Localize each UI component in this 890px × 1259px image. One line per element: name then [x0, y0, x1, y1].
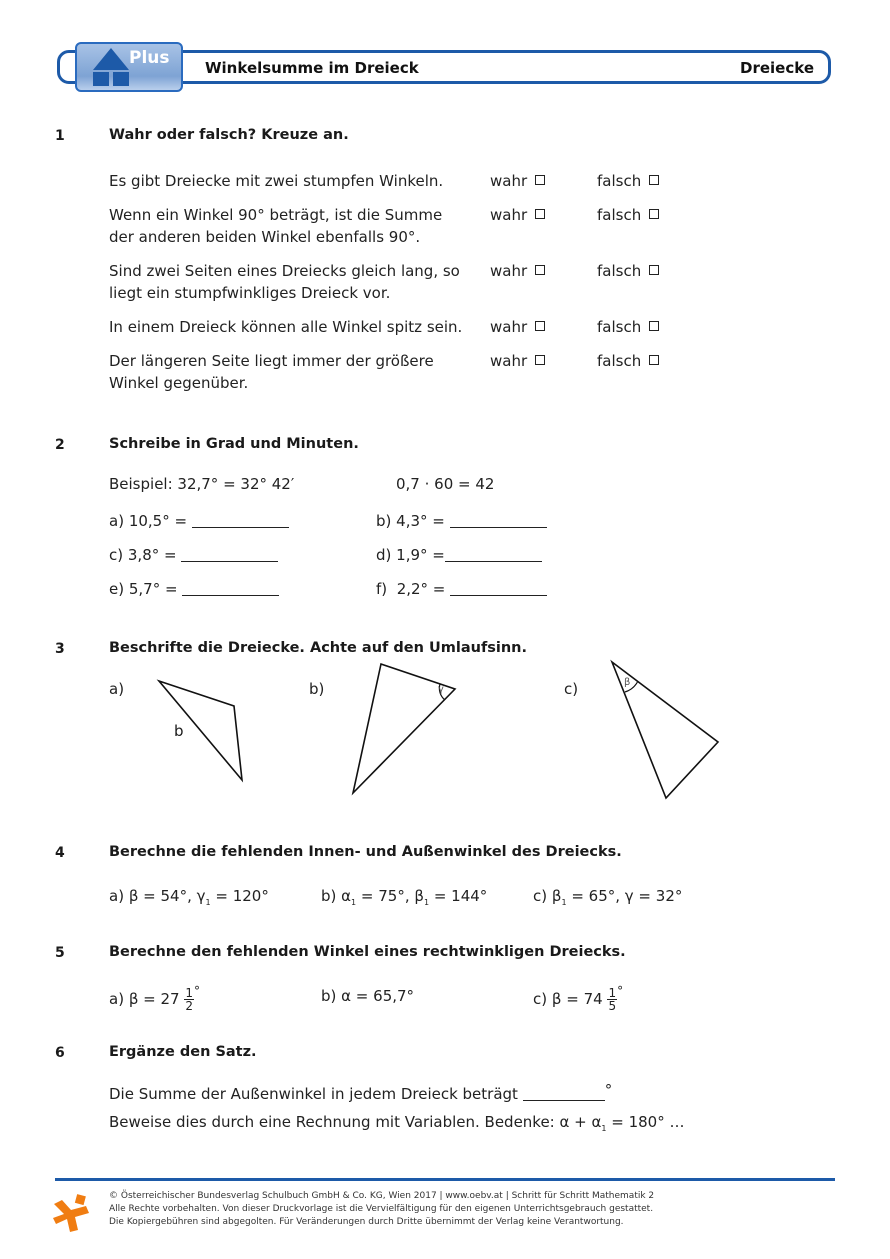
wahr-label: wahr: [490, 172, 528, 190]
statement-text: Es gibt Dreiecke mit zwei stumpfen Winkeln.: [109, 172, 444, 190]
falsch-label: falsch: [597, 318, 642, 336]
exercise-4c: [533, 885, 682, 914]
task-2-number: 2: [55, 437, 65, 453]
fraction: [607, 987, 617, 1012]
expr-part: β = 54°, γ: [128, 887, 206, 905]
example-calc: 0,7 · 60 = 42: [396, 475, 495, 493]
item-expr: α = 65,7°: [341, 987, 415, 1005]
item-label: a): [109, 990, 125, 1008]
item-label: b): [321, 987, 337, 1005]
statement-text: In einem Dreieck können alle Winkel spitz sein.: [109, 318, 463, 336]
topic-label: Dreiecke: [740, 59, 814, 77]
item-expr: β = 74: [551, 990, 603, 1008]
sentence: [109, 1079, 612, 1105]
exercise-5a: [109, 980, 200, 1012]
answer-blank[interactable]: [523, 1086, 605, 1101]
task-1-title: Wahr oder falsch? Kreuze an.: [109, 127, 349, 143]
badge-label: Plus: [129, 48, 170, 68]
denominator: 5: [608, 999, 617, 1013]
item-expr: 10,5° =: [128, 512, 188, 530]
subscript: 1: [205, 898, 211, 907]
task-6-number: 6: [55, 1045, 65, 1061]
task-5-title: Berechne den fehlenden Winkel eines rechtwinkligen Dreiecks.: [109, 944, 626, 960]
task-1-number: 1: [55, 128, 65, 144]
footer-line-2: Alle Rechte vorbehalten. Von dieser Druckvorlage ist die Vervielfältigung für den eigenen Unterrichtsgebrauch gestattet.: [109, 1204, 654, 1214]
exercise-4b: [321, 885, 487, 914]
wahr-label: wahr: [490, 318, 528, 336]
item-expr: 4,3° =: [396, 512, 445, 530]
exercise-4a: [109, 885, 269, 914]
footer-line-1: © Österreichischer Bundesverlag Schulbuch GmbH & Co. KG, Wien 2017 | www.oebv.at | Schritt für Schritt Mathematik 2: [109, 1191, 655, 1201]
triangle-a: [159, 681, 242, 780]
task-2-title: Schreibe in Grad und Minuten.: [109, 436, 359, 452]
angle-label-beta: β: [624, 677, 631, 688]
expr-part: = 65°, γ = 32°: [566, 887, 683, 905]
publisher-logo-icon: [52, 1192, 94, 1234]
numerator: 1: [608, 986, 617, 1000]
task-5-number: 5: [55, 945, 65, 961]
falsch-label: falsch: [597, 352, 642, 370]
expr-part: β: [551, 887, 562, 905]
footer-divider: [55, 1178, 835, 1181]
statement-text: Der längeren Seite liegt immer der größere: [109, 352, 434, 370]
task-4-title: Berechne die fehlenden Innen- und Außenwinkel des Dreiecks.: [109, 844, 622, 860]
subscript: 1: [423, 898, 430, 907]
item-label: a): [109, 887, 125, 905]
subscript: 1: [561, 898, 567, 907]
triangle-b-label: b): [309, 680, 325, 698]
statement-text: liegt ein stumpfwinkliges Dreieck vor.: [109, 284, 391, 302]
degree-sign: °: [604, 1081, 613, 1099]
copyright-notice: [109, 1190, 654, 1229]
item-label: d): [376, 546, 392, 564]
task-6-title: Ergänze den Satz.: [109, 1044, 257, 1060]
item-label: f): [376, 580, 388, 598]
falsch-label: falsch: [597, 262, 642, 280]
expr-part: = 120°: [210, 887, 269, 905]
footer-line-3: Die Kopiergebühren sind abgegolten. Für Veränderungen durch Dritte übernimmt der Verlag keine Verantwortung.: [109, 1217, 624, 1227]
degree-sign: °: [194, 984, 201, 998]
expr-part: = 144°: [429, 887, 488, 905]
item-expr: 2,2° =: [396, 580, 446, 598]
item-expr: β = 27: [128, 990, 180, 1008]
proof-text: = 180° …: [606, 1113, 685, 1131]
fraction: [184, 987, 194, 1012]
task-3-title: Beschrifte die Dreiecke. Achte auf den Umlaufsinn.: [109, 640, 528, 656]
page-title: Winkelsumme im Dreieck: [205, 59, 419, 77]
item-label: c): [533, 887, 548, 905]
statement-text: der anderen beiden Winkel ebenfalls 90°.: [109, 228, 421, 246]
example: Beispiel: 32,7° = 32° 42′: [109, 475, 295, 493]
angle-label-gamma: γ: [438, 684, 444, 695]
denominator: 2: [185, 999, 194, 1013]
statement-text: Sind zwei Seiten eines Dreiecks gleich lang, so: [109, 262, 460, 280]
item-label: b): [376, 512, 392, 530]
proof-text: Beweise dies durch eine Rechnung mit Variablen. Bedenke: α + α: [109, 1113, 602, 1131]
item-label: a): [109, 512, 125, 530]
falsch-label: falsch: [597, 206, 642, 224]
item-expr: 1,9° =: [396, 546, 445, 564]
statement-text: Wenn ein Winkel 90° beträgt, ist die Summe: [109, 206, 443, 224]
expr-part: α: [341, 887, 352, 905]
subscript: 1: [351, 898, 357, 907]
subscript: 1: [601, 1124, 607, 1133]
task-3-number: 3: [55, 641, 65, 657]
wahr-label: wahr: [490, 206, 528, 224]
item-label: b): [321, 887, 337, 905]
proof-instruction: [109, 1111, 685, 1140]
wahr-label: wahr: [490, 262, 528, 280]
side-label-b: b: [174, 722, 184, 740]
item-expr: 3,8° =: [127, 546, 177, 564]
item-label: c): [109, 546, 124, 564]
numerator: 1: [185, 986, 194, 1000]
triangle-c-label: c): [564, 680, 579, 698]
exercise-5c: [533, 980, 623, 1012]
sentence-text: Die Summe der Außenwinkel in jedem Dreieck beträgt: [109, 1085, 518, 1103]
task-4-number: 4: [55, 845, 65, 861]
triangle-a-label: a): [109, 680, 125, 698]
statement-text: Winkel gegenüber.: [109, 374, 249, 392]
falsch-label: falsch: [597, 172, 642, 190]
wahr-label: wahr: [490, 352, 528, 370]
item-label: c): [533, 990, 548, 1008]
item-label: e): [109, 580, 125, 598]
expr-part: = 75°, β: [356, 887, 424, 905]
exercise-5b: [321, 985, 414, 1007]
item-expr: 5,7° =: [128, 580, 178, 598]
degree-sign: °: [617, 984, 624, 998]
